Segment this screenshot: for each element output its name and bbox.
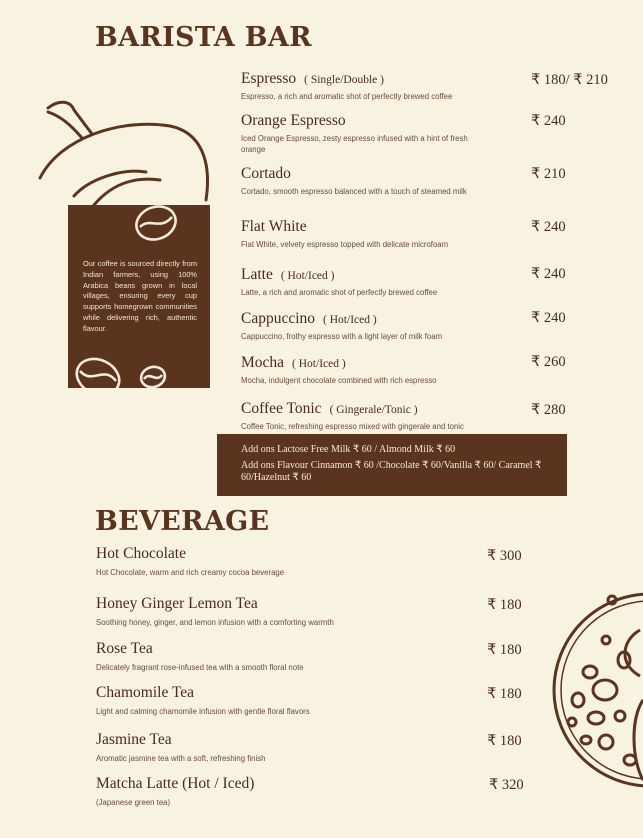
item-name: Espresso	[241, 70, 297, 87]
item-description: Iced Orange Espresso, zesty espresso infused with a hint of fresh orange	[241, 134, 468, 154]
item-description: Latte, a rich and aromatic shot of perfectly brewed coffee	[241, 288, 438, 297]
item-variant: ( Hot/Iced )	[280, 270, 335, 282]
item-description: Soothing honey, ginger, and lemon infusion with a comforting warmth	[96, 618, 334, 627]
item-price: ₹ 260	[531, 354, 566, 370]
item-name: Rose Tea	[96, 640, 153, 657]
item-description: Delicately fragrant rose-infused tea with a smooth floral note	[96, 663, 304, 672]
beverage-item-rose-tea	[96, 640, 456, 674]
barista-item-flat-white	[241, 218, 501, 251]
item-description: Flat White, velvety espresso topped with delicate microfoam	[241, 240, 449, 249]
item-variant: ( Gingerale/Tonic )	[329, 404, 418, 416]
barista-item-mocha	[241, 354, 501, 387]
item-description: Cappuccino, frothy espresso with a light layer of milk foam	[241, 332, 443, 341]
item-variant: ( Hot/Iced )	[292, 358, 346, 370]
item-price: ₹ 210	[531, 166, 566, 182]
item-name: Chamomile Tea	[96, 684, 195, 701]
item-price: ₹ 240	[531, 310, 566, 326]
item-price: ₹ 280	[531, 402, 566, 418]
item-name: Mocha	[241, 354, 285, 371]
item-variant: ( Single/Double )	[304, 74, 384, 86]
beverage-item-hot-chocolate	[96, 545, 456, 579]
beverage-item-jasmine-tea	[96, 731, 456, 765]
beverage-item-honey-ginger-lemon-tea	[96, 595, 476, 629]
barista-item-coffee-tonic	[241, 400, 521, 433]
beverage-item-chamomile-tea	[96, 684, 456, 718]
item-price: ₹ 180	[487, 597, 522, 613]
item-name: Matcha Latte (Hot / Iced)	[96, 775, 255, 792]
beverage-section-title: BEVERAGE	[95, 506, 270, 537]
item-variant: ( Hot/Iced )	[323, 314, 377, 326]
item-description: Coffee Tonic, refreshing espresso mixed with gingerale and tonic	[241, 422, 464, 431]
item-name: Cappuccino	[241, 310, 316, 327]
item-price: ₹ 180/ ₹ 210	[531, 72, 608, 88]
barista-item-cortado	[241, 165, 479, 198]
item-name: Hot Chocolate	[96, 545, 186, 562]
barista-section-title: BARISTA BAR	[95, 22, 312, 53]
barista-item-orange-espresso	[241, 112, 479, 155]
item-name: Honey Ginger Lemon Tea	[96, 595, 258, 612]
item-price: ₹ 240	[531, 266, 566, 282]
item-description: Hot Chocolate, warm and rich creamy cocoa beverage	[96, 568, 285, 577]
barista-item-latte	[241, 266, 501, 299]
item-price: ₹ 300	[487, 548, 522, 564]
item-description: Espresso, a rich and aromatic shot of perfectly brewed coffee	[241, 92, 453, 101]
addons-box	[217, 434, 567, 496]
item-price: ₹ 240	[531, 113, 566, 129]
coffee-sourcing-box	[68, 205, 210, 388]
item-price: ₹ 180	[487, 642, 522, 658]
barista-item-cappuccino	[241, 310, 501, 343]
item-name: Coffee Tonic	[241, 400, 322, 417]
item-description: Light and calming chamomile infusion with gentle floral flavors	[96, 707, 310, 716]
item-name: Cortado	[241, 165, 291, 182]
coffee-sourcing-text: Our coffee is sourced directly from Indian farmers, using 100% Arabica beans grown in local villages, ensuring every cup supports homegrown communities while delivering rich, authentic flavour.	[83, 259, 197, 333]
item-price: ₹ 180	[487, 686, 522, 702]
item-name: Orange Espresso	[241, 112, 346, 129]
item-name: Flat White	[241, 218, 307, 235]
item-name: Latte	[241, 266, 273, 283]
item-description: Aromatic jasmine tea with a soft, refreshing finish	[96, 754, 266, 763]
item-description: Mocha, indulgent chocolate combined with rich espresso	[241, 376, 437, 385]
item-description: Cortado, smooth espresso balanced with a touch of steamed milk	[241, 187, 467, 196]
item-price: ₹ 240	[531, 219, 566, 235]
barista-item-espresso	[241, 70, 501, 103]
beverage-item-matcha-latte	[96, 775, 456, 809]
addons-milk: Add ons Lactose Free Milk ₹ 60 / Almond Milk ₹ 60	[241, 444, 456, 455]
addons-flavour: Add ons Flavour Cinnamon ₹ 60 /Chocolate ₹ 60/Vanilla ₹ 60/ Caramel ₹ 60/Hazelnut ₹ 60	[241, 460, 542, 483]
item-price: ₹ 180	[487, 733, 522, 749]
item-name: Jasmine Tea	[96, 731, 172, 748]
item-price: ₹ 320	[489, 777, 524, 793]
item-description: (Japanese green tea)	[96, 798, 171, 807]
